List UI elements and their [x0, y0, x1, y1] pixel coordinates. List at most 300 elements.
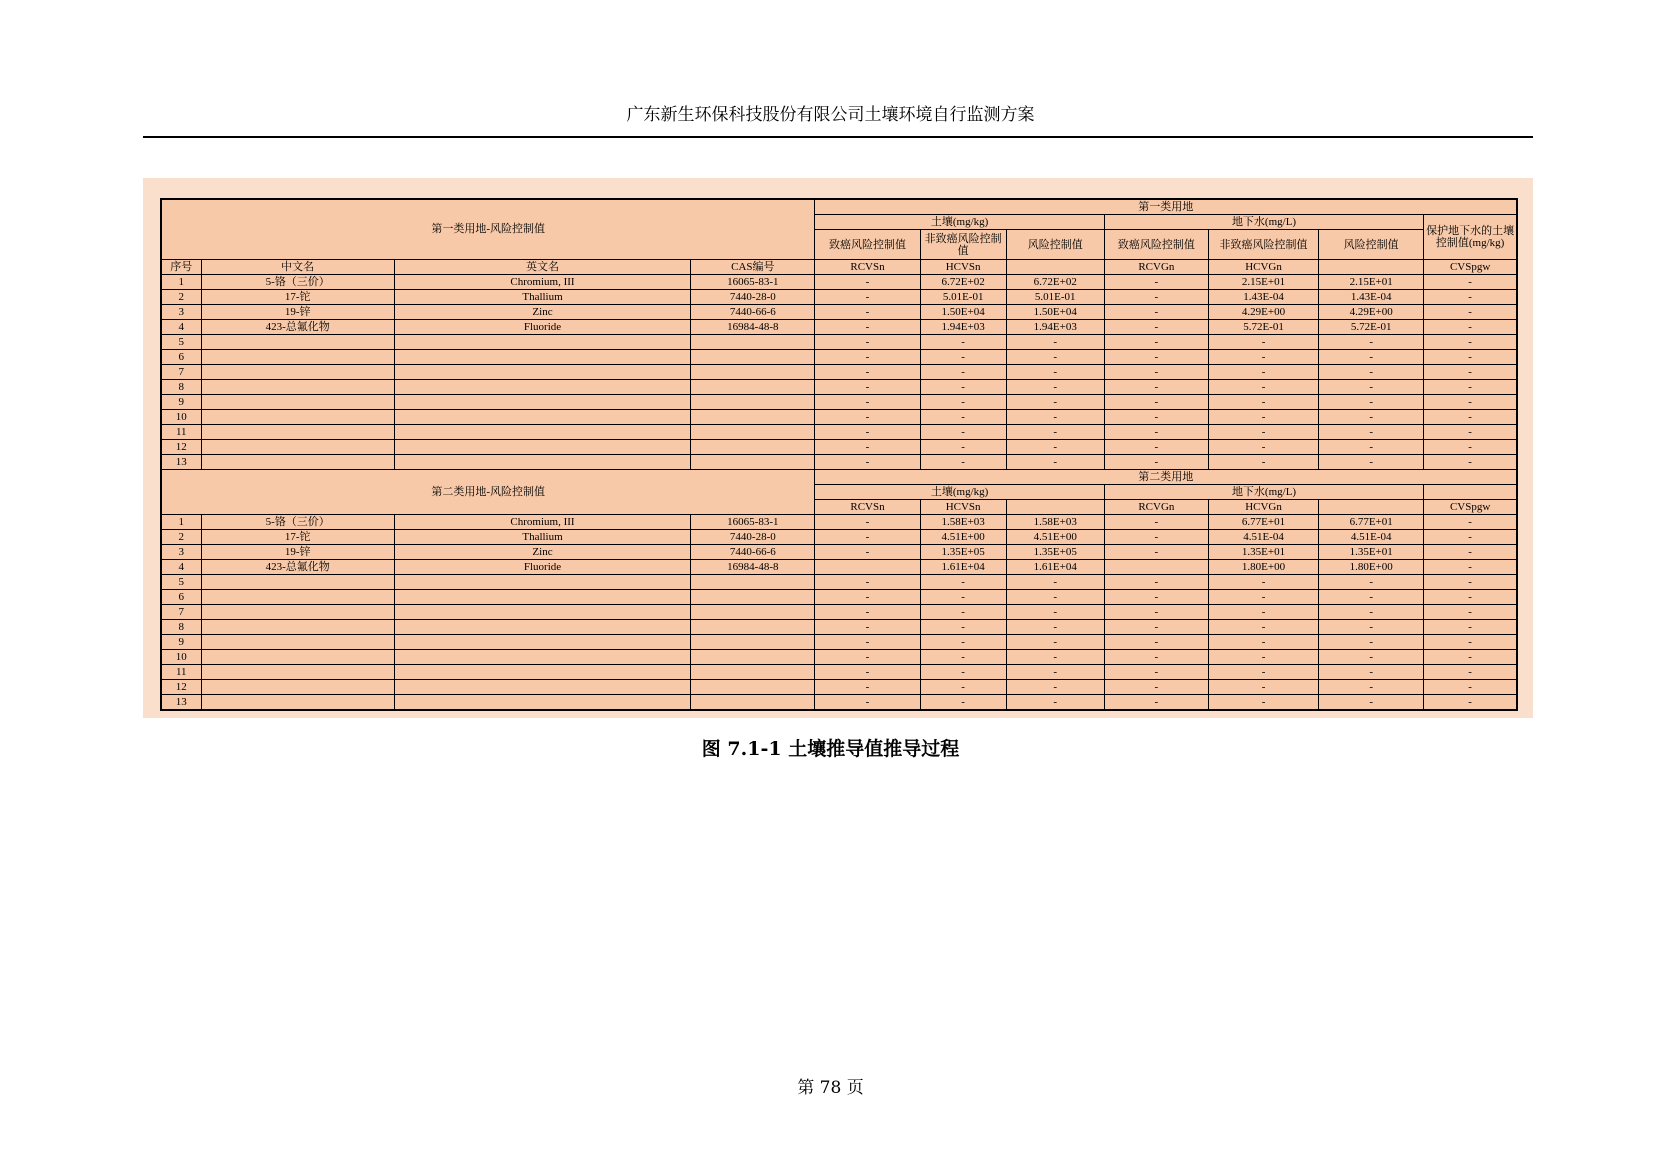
table-row [161, 290, 1517, 305]
table-cell: - [815, 440, 920, 455]
table-cell: 1.94E+03 [1006, 320, 1104, 335]
table-cell: Fluoride [394, 320, 690, 335]
table-row [161, 560, 1517, 575]
table-cell: 6 [161, 350, 201, 365]
table-cell [201, 440, 394, 455]
table-cell [691, 395, 815, 410]
table-cell: Chromium, III [394, 515, 690, 530]
table-row [161, 530, 1517, 545]
table-cell: - [815, 320, 920, 335]
table-cell [691, 410, 815, 425]
table-cell: - [1006, 410, 1104, 425]
table-cell: - [1006, 620, 1104, 635]
table-cell: - [1208, 650, 1318, 665]
table-cell: 2.15E+01 [1319, 275, 1424, 290]
col-header-cas: CAS编号 [691, 260, 815, 275]
table-cell: 5.01E-01 [920, 290, 1006, 305]
section1-soil-header: 土壤(mg/kg) [815, 215, 1104, 230]
table-cell: - [1104, 275, 1208, 290]
table-cell: - [1424, 380, 1517, 395]
table-cell [394, 410, 690, 425]
table-cell: - [920, 650, 1006, 665]
table-cell: 3 [161, 545, 201, 560]
table-cell: - [1104, 545, 1208, 560]
table-cell: - [1424, 665, 1517, 680]
table-cell: - [815, 365, 920, 380]
table-cell [394, 635, 690, 650]
table-cell: 16984-48-8 [691, 560, 815, 575]
code-cell [1006, 500, 1104, 515]
table-cell: - [1319, 455, 1424, 470]
table-row [161, 455, 1517, 470]
table-cell: - [1006, 425, 1104, 440]
table-cell: - [920, 605, 1006, 620]
table-cell: 16065-83-1 [691, 275, 815, 290]
code-cell: HCVGn [1208, 260, 1318, 275]
code-cell: CVSpgw [1424, 260, 1517, 275]
section2-title: 第二类用地-风险控制值 [161, 470, 815, 515]
table-cell: - [1104, 680, 1208, 695]
table-cell: - [1006, 650, 1104, 665]
table-cell: 6.77E+01 [1208, 515, 1318, 530]
table-cell: - [920, 680, 1006, 695]
table-cell: - [1319, 350, 1424, 365]
code-cell: HCVGn [1208, 500, 1318, 515]
table-row [161, 515, 1517, 530]
table-cell: Zinc [394, 305, 690, 320]
subheader-soil-carcinogenic: 致癌风险控制值 [815, 230, 920, 260]
table-cell: - [1104, 440, 1208, 455]
table-cell [691, 695, 815, 711]
table-cell: - [920, 695, 1006, 711]
table-cell: - [1104, 650, 1208, 665]
table-cell: - [1104, 365, 1208, 380]
table-row [161, 575, 1517, 590]
table-cell: - [815, 695, 920, 711]
table-cell: - [1319, 680, 1424, 695]
table-cell: - [815, 335, 920, 350]
table-row [161, 425, 1517, 440]
table-cell: - [1104, 575, 1208, 590]
table-row [161, 305, 1517, 320]
table-row [161, 680, 1517, 695]
table-cell: 6.72E+02 [920, 275, 1006, 290]
table-cell: 7440-66-6 [691, 305, 815, 320]
table-cell: 1.58E+03 [920, 515, 1006, 530]
table-cell: - [920, 335, 1006, 350]
table-row [161, 635, 1517, 650]
table-cell: 1.35E+05 [1006, 545, 1104, 560]
table-cell: - [1208, 575, 1318, 590]
table-cell: - [1104, 665, 1208, 680]
subheader-soil-risk: 风险控制值 [1006, 230, 1104, 260]
table-cell [394, 440, 690, 455]
table-cell [201, 680, 394, 695]
table-cell [201, 575, 394, 590]
table-cell [394, 695, 690, 711]
table-row [161, 650, 1517, 665]
page-number: 第 78 页 [797, 1078, 864, 1098]
code-cell: HCVSn [920, 500, 1006, 515]
table-cell: 1 [161, 515, 201, 530]
table-cell [201, 695, 394, 711]
table-cell: 12 [161, 680, 201, 695]
table-cell: 17-铊 [201, 290, 394, 305]
table-cell: 10 [161, 650, 201, 665]
table-cell: - [1104, 350, 1208, 365]
table-cell: 423-总氟化物 [201, 320, 394, 335]
table-cell: Thallium [394, 530, 690, 545]
table-cell: 8 [161, 620, 201, 635]
table-cell [201, 635, 394, 650]
table-row [161, 605, 1517, 620]
table-cell: - [1104, 410, 1208, 425]
table-cell: - [1208, 455, 1318, 470]
table-cell [201, 350, 394, 365]
table-cell: - [1104, 530, 1208, 545]
table-cell: - [1208, 605, 1318, 620]
table-cell: 7440-28-0 [691, 290, 815, 305]
code-cell: CVSpgw [1424, 500, 1517, 515]
table-cell: 10 [161, 410, 201, 425]
table-cell: - [815, 380, 920, 395]
table-cell: - [1104, 380, 1208, 395]
figure-caption: 图 7.1-1 土壤推导值推导过程 [701, 738, 960, 760]
table-cell: - [815, 350, 920, 365]
table-cell: - [1319, 575, 1424, 590]
table-cell [201, 620, 394, 635]
table-cell: 4.51E-04 [1208, 530, 1318, 545]
table-cell: 7440-66-6 [691, 545, 815, 560]
table-cell: - [1006, 335, 1104, 350]
table-cell: 13 [161, 695, 201, 711]
table-cell [691, 620, 815, 635]
table-cell [691, 365, 815, 380]
section1-water-header: 地下水(mg/L) [1104, 215, 1423, 230]
table-cell: - [1208, 410, 1318, 425]
table-cell: 1.61E+04 [1006, 560, 1104, 575]
table-cell [201, 605, 394, 620]
table-cell: 3 [161, 305, 201, 320]
section2-soil-header: 土壤(mg/kg) [815, 485, 1104, 500]
table-cell: 4.29E+00 [1208, 305, 1318, 320]
table-cell: - [1424, 455, 1517, 470]
table-cell: - [1424, 605, 1517, 620]
table-cell [394, 350, 690, 365]
table-cell: 13 [161, 455, 201, 470]
table-cell: - [815, 545, 920, 560]
table-cell: 4.51E+00 [1006, 530, 1104, 545]
table-cell: 12 [161, 440, 201, 455]
table-cell: 19-锌 [201, 545, 394, 560]
table-cell: 11 [161, 425, 201, 440]
table-cell [201, 425, 394, 440]
table-row [161, 695, 1517, 711]
table-cell: - [1319, 590, 1424, 605]
table-cell: 5.72E-01 [1319, 320, 1424, 335]
table-cell: 1 [161, 275, 201, 290]
table-cell: - [815, 395, 920, 410]
table-cell [201, 665, 394, 680]
table-cell: - [1208, 620, 1318, 635]
table-cell: - [1208, 695, 1318, 711]
code-cell: RCVSn [815, 500, 920, 515]
table-cell [815, 560, 920, 575]
table-cell: - [815, 515, 920, 530]
table-row [161, 275, 1517, 290]
risk-control-table [160, 198, 1518, 711]
table-cell: - [815, 425, 920, 440]
table-cell: - [1006, 440, 1104, 455]
table-cell: - [1424, 350, 1517, 365]
table-cell: - [1208, 425, 1318, 440]
table-row [161, 545, 1517, 560]
table-cell: - [1319, 695, 1424, 711]
page-header: 广东新生环保科技股份有限公司土壤环境自行监测方案 [626, 105, 1035, 125]
table-cell: - [1104, 455, 1208, 470]
code-cell: RCVSn [815, 260, 920, 275]
table-cell: - [1104, 425, 1208, 440]
table-cell: - [1424, 395, 1517, 410]
table-cell: - [1104, 620, 1208, 635]
table-cell: - [1104, 635, 1208, 650]
table-cell: - [1424, 365, 1517, 380]
table-cell [201, 455, 394, 470]
table-cell: 4 [161, 560, 201, 575]
section1-protect-header: 保护地下水的土壤控制值(mg/kg) [1424, 215, 1517, 260]
table-cell: 5.01E-01 [1006, 290, 1104, 305]
table-cell: - [1104, 605, 1208, 620]
section2-group-title: 第二类用地 [815, 470, 1517, 485]
table-cell: - [815, 635, 920, 650]
table-cell: 1.61E+04 [920, 560, 1006, 575]
table-cell: - [1208, 395, 1318, 410]
table-cell: - [1208, 335, 1318, 350]
table-cell: - [1104, 515, 1208, 530]
table-cell: Chromium, III [394, 275, 690, 290]
table-cell: - [1319, 365, 1424, 380]
table-cell: 5-铬（三价） [201, 275, 394, 290]
table-cell [691, 635, 815, 650]
table-cell: - [1424, 635, 1517, 650]
table-cell: - [920, 365, 1006, 380]
table-cell: 16065-83-1 [691, 515, 815, 530]
table-cell: - [920, 590, 1006, 605]
table-cell [691, 650, 815, 665]
table-cell: 4.51E-04 [1319, 530, 1424, 545]
table-row [161, 590, 1517, 605]
table-cell: 4.29E+00 [1319, 305, 1424, 320]
table-cell: - [920, 410, 1006, 425]
table-cell: 7 [161, 365, 201, 380]
table-cell: - [1208, 635, 1318, 650]
table-cell: 2.15E+01 [1208, 275, 1318, 290]
table-cell: - [1006, 365, 1104, 380]
table-cell: - [815, 590, 920, 605]
table-row [161, 365, 1517, 380]
table-cell: - [1319, 380, 1424, 395]
table-cell: Fluoride [394, 560, 690, 575]
table-cell: - [1319, 440, 1424, 455]
table-cell: - [1424, 320, 1517, 335]
table-cell [394, 650, 690, 665]
table-cell [691, 440, 815, 455]
table-cell: - [1104, 695, 1208, 711]
table-cell: - [815, 650, 920, 665]
table-cell: 1.35E+01 [1319, 545, 1424, 560]
table-cell: - [1006, 680, 1104, 695]
table-cell: - [1208, 440, 1318, 455]
table-cell: - [1319, 395, 1424, 410]
header-rule [143, 136, 1533, 138]
table-cell: 4 [161, 320, 201, 335]
table-cell [691, 335, 815, 350]
table-cell: - [1208, 590, 1318, 605]
section2-protect-blank [1424, 485, 1517, 500]
table-cell: - [1424, 695, 1517, 711]
table-cell: 4.51E+00 [920, 530, 1006, 545]
table-cell: - [1208, 665, 1318, 680]
table-cell: - [920, 455, 1006, 470]
table-cell [394, 605, 690, 620]
table-cell [201, 410, 394, 425]
code-cell: HCVSn [920, 260, 1006, 275]
table-cell: 9 [161, 635, 201, 650]
table-row [161, 320, 1517, 335]
table-cell: 11 [161, 665, 201, 680]
table-cell: - [1424, 425, 1517, 440]
table-cell [394, 575, 690, 590]
table-cell: - [1006, 665, 1104, 680]
table-row [161, 665, 1517, 680]
table-cell: - [1104, 590, 1208, 605]
table-cell: - [1104, 290, 1208, 305]
table-cell: - [815, 680, 920, 695]
table-cell: - [1006, 590, 1104, 605]
table-cell: 9 [161, 395, 201, 410]
table-cell: - [920, 425, 1006, 440]
table-cell: - [1006, 695, 1104, 711]
table-cell: - [1424, 440, 1517, 455]
table-cell: 19-锌 [201, 305, 394, 320]
col-header-chinese-name: 中文名 [201, 260, 394, 275]
table-cell: 2 [161, 530, 201, 545]
table-cell: 6.77E+01 [1319, 515, 1424, 530]
table-cell: 423-总氟化物 [201, 560, 394, 575]
table-cell: - [815, 605, 920, 620]
table-cell: - [1006, 380, 1104, 395]
section1-group-title: 第一类用地 [815, 199, 1517, 215]
table-cell: 1.80E+00 [1208, 560, 1318, 575]
table-cell: - [1006, 575, 1104, 590]
table-cell: - [1006, 605, 1104, 620]
table-cell [394, 620, 690, 635]
table-cell: - [1006, 455, 1104, 470]
table-cell [691, 380, 815, 395]
table-cell: 1.35E+01 [1208, 545, 1318, 560]
table-cell: - [815, 410, 920, 425]
table-cell: - [1424, 560, 1517, 575]
table-cell [1104, 560, 1208, 575]
table-cell [394, 590, 690, 605]
table-cell: - [1208, 680, 1318, 695]
table-cell [394, 395, 690, 410]
table-cell: Thallium [394, 290, 690, 305]
col-header-english-name: 英文名 [394, 260, 690, 275]
code-cell [1319, 260, 1424, 275]
table-cell: - [1424, 515, 1517, 530]
table-cell [394, 665, 690, 680]
table-cell: - [1006, 350, 1104, 365]
table-cell: - [1006, 635, 1104, 650]
table-cell: - [1319, 620, 1424, 635]
table-cell: - [920, 395, 1006, 410]
table-cell: - [1319, 425, 1424, 440]
table-row [161, 350, 1517, 365]
table-cell: 7440-28-0 [691, 530, 815, 545]
table-cell [201, 380, 394, 395]
table-cell: - [1104, 320, 1208, 335]
code-cell: RCVGn [1104, 500, 1208, 515]
subheader-water-noncarcinogenic: 非致癌风险控制值 [1208, 230, 1318, 260]
table-row [161, 620, 1517, 635]
table-cell: 1.35E+05 [920, 545, 1006, 560]
section1-title: 第一类用地-风险控制值 [161, 199, 815, 260]
table-cell: 5 [161, 335, 201, 350]
table-cell: - [1319, 335, 1424, 350]
table-cell: 5-铬（三价） [201, 515, 394, 530]
table-cell: - [1319, 410, 1424, 425]
table-cell: - [1104, 395, 1208, 410]
table-cell: - [1424, 290, 1517, 305]
table-cell [394, 680, 690, 695]
table-cell: 17-铊 [201, 530, 394, 545]
table-cell: 1.43E-04 [1319, 290, 1424, 305]
table-row [161, 335, 1517, 350]
table-cell [394, 425, 690, 440]
table-cell: - [1424, 575, 1517, 590]
table-cell: 2 [161, 290, 201, 305]
table-cell: - [1424, 530, 1517, 545]
table-cell [394, 335, 690, 350]
table-cell: 6.72E+02 [1006, 275, 1104, 290]
table-cell [394, 365, 690, 380]
table-cell [691, 350, 815, 365]
table-cell: - [920, 665, 1006, 680]
table-cell: - [920, 350, 1006, 365]
table-cell [394, 380, 690, 395]
table-cell: - [815, 620, 920, 635]
table-cell: 16984-48-8 [691, 320, 815, 335]
table-cell: - [1424, 680, 1517, 695]
table-cell: - [1104, 305, 1208, 320]
table-cell: - [1319, 665, 1424, 680]
table-cell: - [815, 290, 920, 305]
table-cell: - [1424, 335, 1517, 350]
table-cell: 5.72E-01 [1208, 320, 1318, 335]
table-cell [691, 425, 815, 440]
section2-water-header: 地下水(mg/L) [1104, 485, 1423, 500]
table-cell [394, 455, 690, 470]
table-cell [201, 590, 394, 605]
subheader-water-risk: 风险控制值 [1319, 230, 1424, 260]
table-cell [691, 680, 815, 695]
table-cell: - [815, 665, 920, 680]
table-row [161, 440, 1517, 455]
table-cell [691, 665, 815, 680]
table-cell: - [815, 575, 920, 590]
table-cell: - [815, 455, 920, 470]
